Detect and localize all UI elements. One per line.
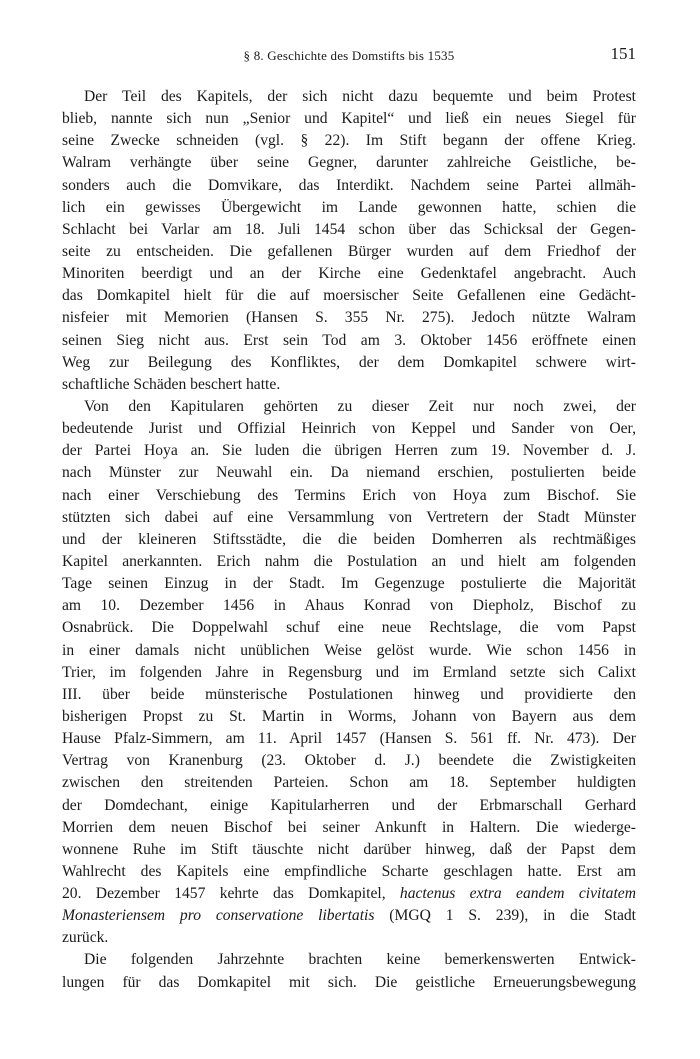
line-text: seite zu entscheiden. Die gefallenen Bürger wurden auf dem Friedhof der — [62, 242, 636, 260]
text-line — [62, 440, 636, 462]
line-text: lich ein gewisses Übergewicht im Lande gewonnen hatte, schien die — [62, 198, 636, 216]
line-text: der Partei Hoya an. Sie luden die übrigen Herren zum 19. November d. J. — [62, 442, 636, 460]
line-text: in einer damals nicht unüblichen Weise gelöst wurde. Wie schon 1456 in — [62, 641, 636, 659]
text-line — [62, 972, 636, 994]
line-text: der Domdechant, einige Kapitularherren und der Erbmarschall Gerhard — [62, 796, 636, 814]
line-text: Morrien dem neuen Bischof bei seiner Ankunft in Haltern. Die wiederge- — [62, 818, 636, 836]
text-line — [62, 728, 636, 750]
line-text: zwischen den streitenden Parteien. Schon am 18. September huldigten — [62, 774, 636, 792]
body-text — [62, 86, 636, 994]
text-line — [62, 241, 636, 263]
text-line — [62, 86, 636, 108]
text-line — [62, 307, 636, 329]
line-text: nisfeier mit Memorien (Hansen S. 355 Nr. 275). Jedoch nützte Walram — [62, 309, 636, 327]
line-text: und der kleineren Stiftsstädte, die die beiden Domherren als rechtmäßiges — [62, 530, 636, 548]
text-line — [62, 485, 636, 507]
line-text: zurück. — [62, 929, 109, 947]
text-line — [62, 949, 636, 971]
line-text: wonnene Ruhe im Stift täuschte nicht darüber hinweg, daß der Papst dem — [62, 840, 636, 858]
line-text: Minoriten beerdigt und an der Kirche eine Gedenktafel angebracht. Auch — [62, 265, 636, 283]
line-text: nach einer Verschiebung des Termins Erich von Hoya zum Bischof. Sie — [62, 486, 636, 504]
text-line — [62, 662, 636, 684]
text-line — [62, 551, 636, 573]
text-line — [62, 130, 636, 152]
text-line — [62, 905, 636, 927]
line-text-continued: (MGQ 1 S. 239), in die Stadt — [374, 907, 636, 925]
line-text: seinen Sieg nicht aus. Erst sein Tod am 3. Oktober 1456 eröffnete einen — [62, 331, 636, 349]
line-text: Walram verhängte über seine Gegner, darunter zahlreiche Geistliche, be- — [62, 154, 636, 172]
line-text: blieb, nannte sich nun „Senior und Kapitel“ und ließ ein neues Siegel für — [62, 110, 636, 128]
text-line — [62, 529, 636, 551]
text-line — [62, 861, 636, 883]
text-line — [62, 108, 636, 130]
line-text: Tage seinen Einzug in der Stadt. Im Gegenzuge postulierte die Majorität — [62, 575, 636, 593]
running-head — [62, 44, 636, 68]
text-line — [62, 330, 636, 352]
text-line — [62, 197, 636, 219]
latin-quotation: Monasteriensem pro conservatione libertatis — [62, 907, 375, 925]
line-text: Der Teil des Kapitels, der sich nicht dazu bequemte und beim Protest — [84, 88, 636, 105]
line-text: Kapitel anerkannten. Erich nahm die Postulation an und hielt am folgenden — [62, 552, 636, 570]
text-line — [62, 640, 636, 662]
text-line — [62, 285, 636, 307]
text-line — [62, 374, 636, 396]
page-number: 151 — [610, 44, 636, 63]
text-line — [62, 573, 636, 595]
line-text: Weg zur Beilegung des Konfliktes, der dem Domkapitel schwere wirt- — [62, 353, 636, 371]
text-line — [62, 352, 636, 374]
text-line — [62, 507, 636, 529]
line-text: Schlacht bei Varlar am 18. Juli 1454 schon über das Schicksal der Gegen- — [62, 220, 636, 238]
text-line — [62, 595, 636, 617]
line-text: Trier, im folgenden Jahre in Regensburg und im Ermland setzte sich Calixt — [62, 663, 636, 681]
line-text: Von den Kapitularen gehörten zu dieser Zeit nur noch zwei, der — [84, 397, 636, 415]
line-text: Osnabrück. Die Doppelwahl schuf eine neue Rechtslage, die vom Papst — [62, 619, 636, 637]
text-line — [62, 418, 636, 440]
line-text: seine Zwecke schneiden (vgl. § 22). Im Stift begann der offene Krieg. — [62, 132, 636, 150]
line-text: III. über beide münsterische Postulationen hinweg und providierte den — [62, 685, 636, 703]
text-line — [62, 927, 636, 949]
book-page — [62, 0, 636, 1059]
line-text: Vertrag von Kranenburg (23. Oktober d. J.) beendete die Zwistigkeiten — [62, 752, 636, 770]
text-line — [62, 772, 636, 794]
line-text: sonders auch die Domvikare, das Interdikt. Nachdem seine Partei allmäh- — [62, 176, 636, 194]
text-line — [62, 839, 636, 861]
line-text: Wahlrecht des Kapitels eine empfindliche Scharte geschlagen hatte. Erst am — [62, 862, 636, 880]
text-line — [62, 462, 636, 484]
text-line — [62, 617, 636, 639]
line-text: stützten sich dabei auf eine Versammlung von Vertretern der Stadt Münster — [62, 508, 636, 526]
text-line — [62, 750, 636, 772]
text-line — [62, 795, 636, 817]
line-text: schaftliche Schäden beschert hatte. — [62, 375, 281, 393]
text-line — [62, 883, 636, 905]
line-text: am 10. Dezember 1456 in Ahaus Konrad von Diepholz, Bischof zu — [62, 597, 636, 615]
text-line — [62, 684, 636, 706]
text-line — [62, 817, 636, 839]
text-line — [62, 152, 636, 174]
line-text: bedeutende Jurist und Offizial Heinrich von Keppel und Sander von Oer, — [62, 420, 636, 438]
running-title: § 8. Geschichte des Domstifts bis 1535 — [243, 48, 455, 63]
line-text: lungen für das Domkapitel mit sich. Die geistliche Erneuerungsbewegung — [62, 973, 636, 991]
line-text: 20. Dezember 1457 kehrte das Domkapitel, — [62, 885, 400, 903]
line-text: nach Münster zur Neuwahl ein. Da niemand erschien, postulierten beide — [62, 464, 636, 482]
text-line — [62, 219, 636, 241]
text-line — [62, 706, 636, 728]
text-line — [62, 263, 636, 285]
line-text: bisherigen Propst zu St. Martin in Worms, Johann von Bayern aus dem — [62, 707, 636, 725]
text-line — [62, 175, 636, 197]
latin-quotation: hactenus extra eandem civitatem — [399, 885, 636, 903]
line-text: Hause Pfalz-Simmern, am 11. April 1457 (Hansen S. 561 ff. Nr. 473). Der — [62, 730, 636, 748]
line-text: Die folgenden Jahrzehnte brachten keine bemerkenswerten Entwick- — [84, 951, 636, 969]
line-text: das Domkapitel hielt für die auf moersischer Seite Gefallenen eine Gedächt- — [62, 287, 636, 305]
text-line — [62, 396, 636, 418]
